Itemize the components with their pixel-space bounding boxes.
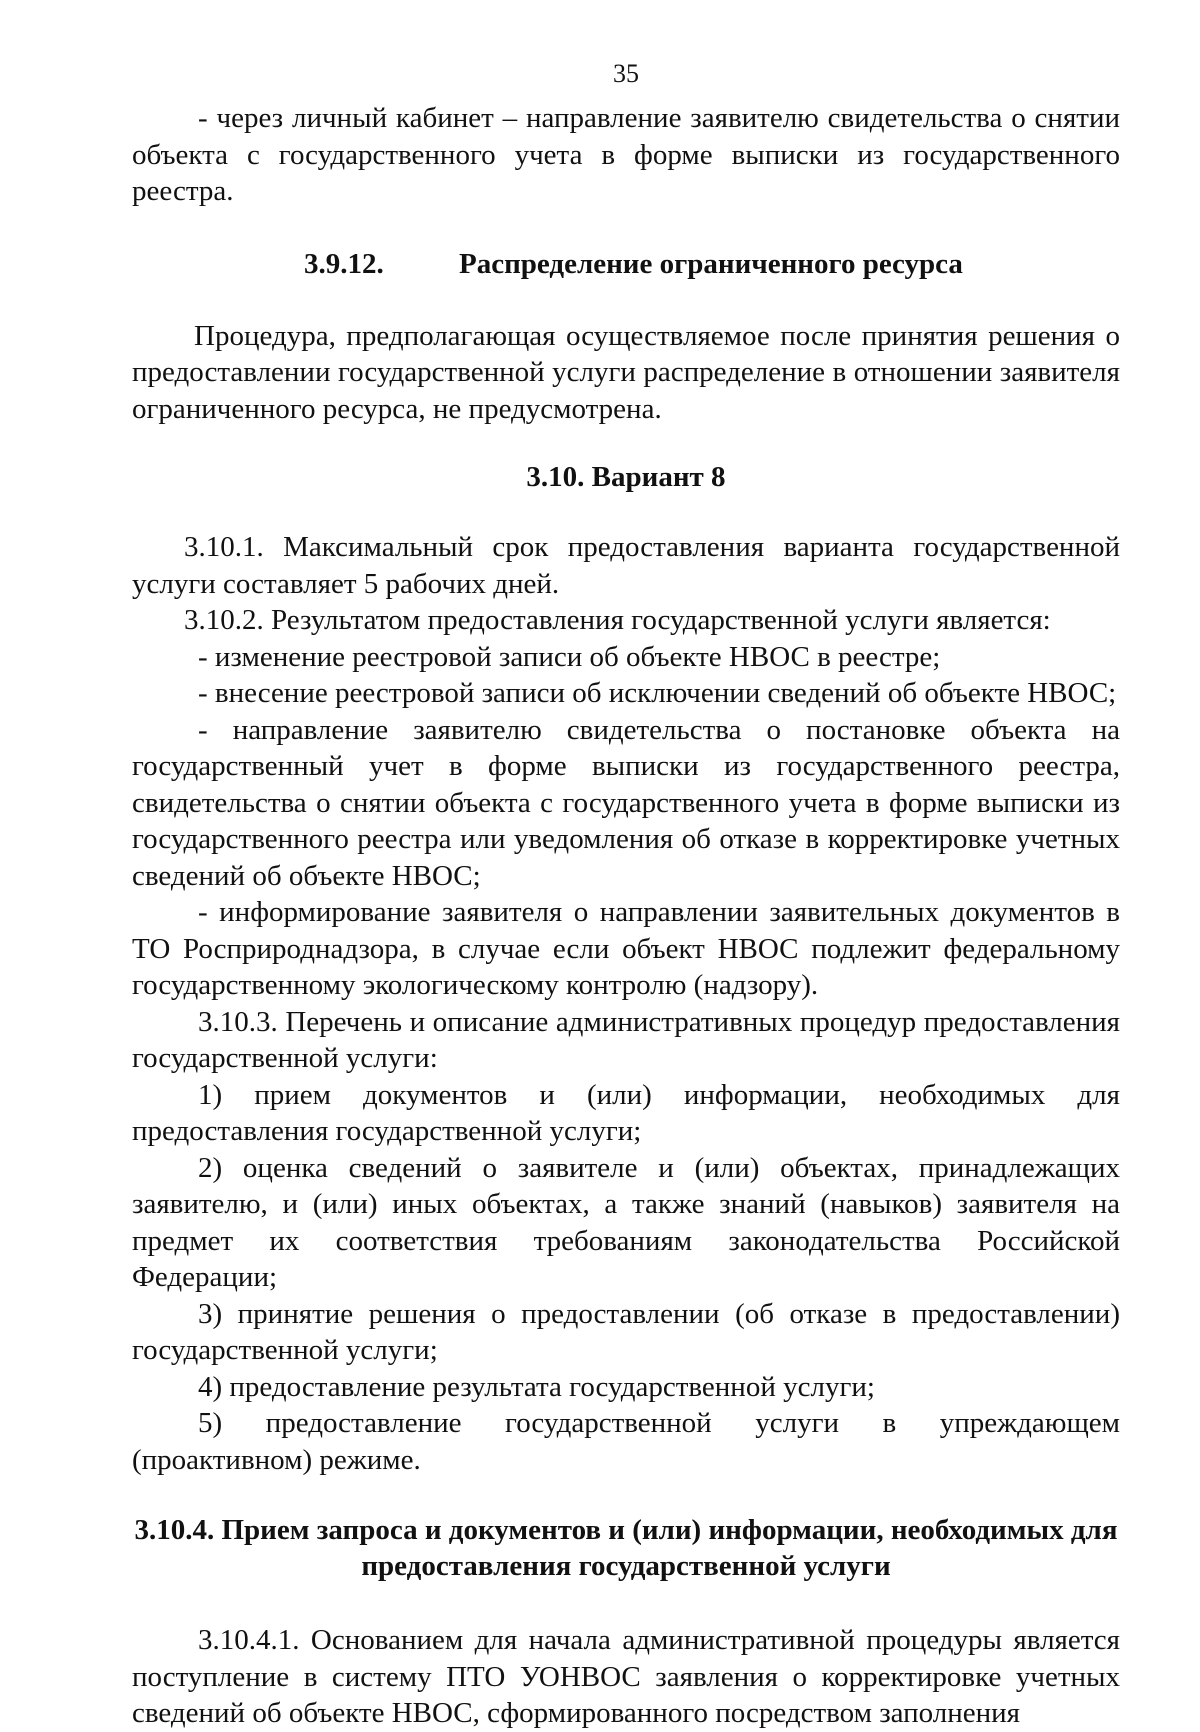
- list-item-4: 4) предоставление результата государственной услуги;: [198, 1370, 875, 1403]
- list-item-2: 2) оценка сведений о заявителе и (или) объектах, принадлежащих заявителю, и (или) иных объектах, а также знаний (навыков) заявителя на предмет их соответствия требованиям законодательства Российской Федерации;: [132, 1151, 1120, 1293]
- paragraph-personal-cabinet: - через личный кабинет – направление заявителю свидетельства о снятии объекта с государственного учета в форме выписки из государственного реестра.: [132, 102, 1120, 207]
- list-item-informing: - информирование заявителя о направлении заявительных документов в ТО Росприроднадзора, в случае если объект НВОС подлежит федеральному государственному экологическому контролю (надзору).: [132, 896, 1120, 1001]
- heading-3-9-12: [132, 246, 1120, 282]
- list-item-5: 5) предоставление государственной услуги в упреждающем (проактивном) режиме.: [132, 1407, 1120, 1476]
- list-item-3: 3) принятие решения о предоставлении (об отказе в предоставлении) государственной услуги;: [132, 1297, 1120, 1366]
- paragraph-3-10-4-1: 3.10.4.1. Основанием для начала административной процедуры является поступление в систему ПТО УОНВОС заявления о корректировке учетных сведений об объекте НВОС, сформированного посредством заполнения: [132, 1624, 1120, 1729]
- paragraph-3-10-1: 3.10.1. Максимальный срок предоставления варианта государственной услуги составляет 5 рабочих дней.: [132, 531, 1120, 600]
- list-item-certificate: - направление заявителю свидетельства о постановке объекта на государственный учет в форме выписки из государственного реестра, свидетельства о снятии объекта с государственного учета в форме выписки из государственного реестра или уведомления об отказе в корректировке учетных сведений об объекте НВОС;: [132, 713, 1120, 892]
- heading-3-9-12-title: Распределение ограниченного ресурса: [459, 247, 963, 280]
- list-item-registry-change: - изменение реестровой записи об объекте НВОС в реестре;: [198, 640, 941, 673]
- paragraph-3-10-2: 3.10.2. Результатом предоставления государственной услуги является:: [184, 604, 1051, 636]
- paragraph-3-10-3: 3.10.3. Перечень и описание административных процедур предоставления государственной услуги:: [132, 1005, 1120, 1074]
- heading-3-10-4: 3.10.4. Прием запроса и документов и (или) информации, необходимых для предоставления государственной услуги: [134, 1514, 1118, 1582]
- list-item-1: 1) прием документов и (или) информации, необходимых для предоставления государственной услуги;: [132, 1078, 1120, 1147]
- page-number: 35: [613, 59, 639, 88]
- paragraph-procedure: Процедура, предполагающая осуществляемое после принятия решения о предоставлении государственной услуги распределение в отношении заявителя ограниченного ресурса, не предусмотрена.: [132, 319, 1120, 425]
- heading-3-9-12-number: 3.9.12.: [304, 247, 384, 280]
- list-item-exclusion: - внесение реестровой записи об исключении сведений об объекте НВОС;: [198, 677, 1117, 709]
- heading-3-10: 3.10. Вариант 8: [526, 461, 726, 493]
